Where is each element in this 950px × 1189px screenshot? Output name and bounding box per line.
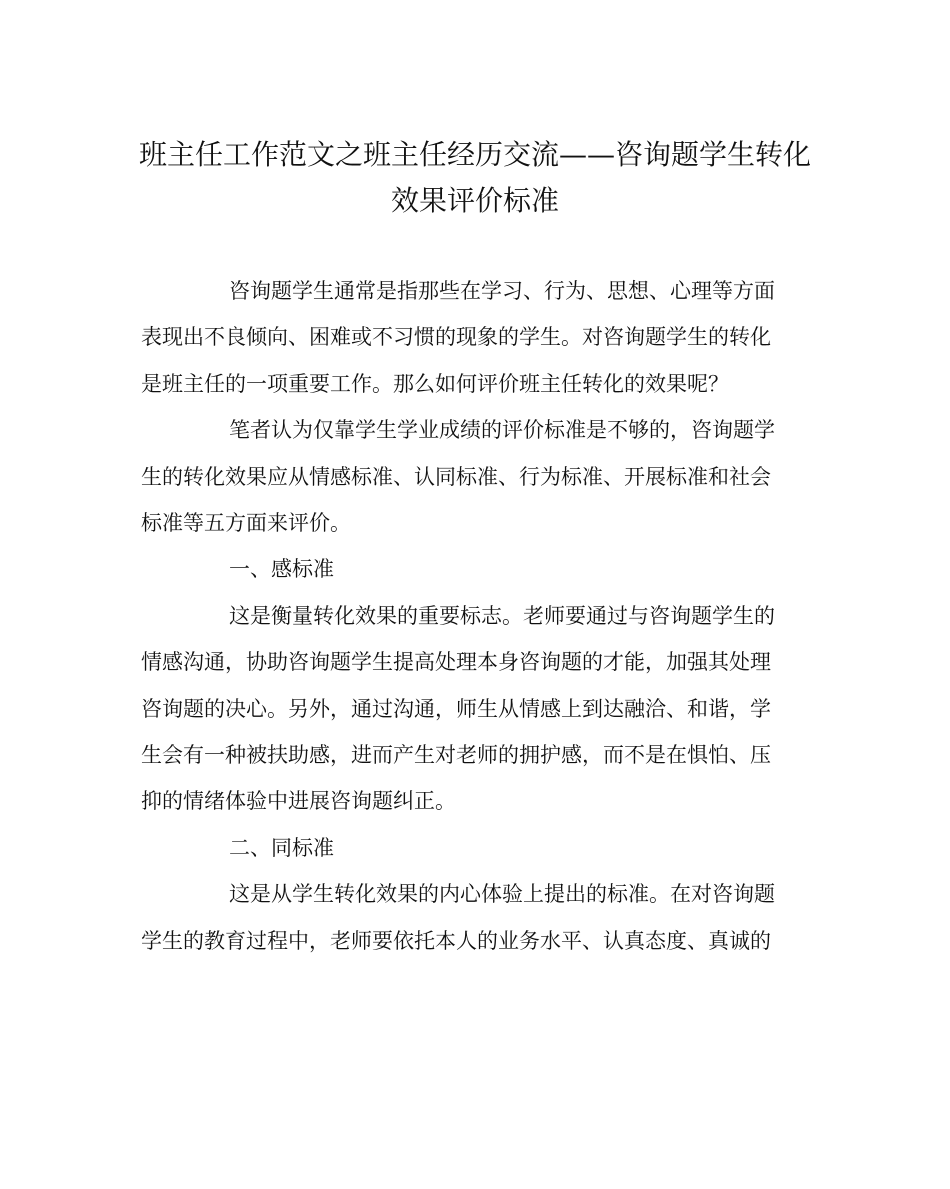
paragraph-recognition-standard [141, 871, 795, 964]
text-line: 笔者认为仅靠学生学业成绩的评价标准是不够的，咨询题学 [229, 418, 775, 443]
document-title [100, 132, 850, 224]
section-heading-2: 二、同标准 [229, 835, 334, 860]
paragraph-emotion-standard [141, 593, 795, 825]
text-line: 这是从学生转化效果的内心体验上提出的标准。在对咨询题 [229, 882, 775, 907]
text-line: 这是衡量转化效果的重要标志。老师要通过与咨询题学生的 [229, 603, 775, 628]
text-line: 情感沟通，协助咨询题学生提高处理本身咨询题的才能，加强其处理 [141, 650, 771, 675]
text-line: 咨询题的决心。另外，通过沟通，师生从情感上到达融洽、和谐，学 [141, 696, 771, 721]
paragraph-intro [141, 268, 795, 407]
text-line: 生的转化效果应从情感标准、认同标准、行为标准、开展标准和社会 [141, 464, 771, 489]
title-line-1: 班主任工作范文之班主任经历交流——咨询题学生转化 [138, 138, 811, 171]
text-line: 学生的教育过程中，老师要依托本人的业务水平、认真态度、真诚的 [141, 928, 771, 953]
text-line: 标准等五方面来评价。 [141, 511, 351, 536]
text-line: 是班主任的一项重要工作。那么如何评价班主任转化的效果呢？ [141, 371, 729, 396]
text-line: 抑的情绪体验中进展咨询题纠正。 [141, 789, 456, 814]
paragraph-standards-overview [141, 407, 795, 546]
document-body [141, 268, 795, 964]
text-line: 咨询题学生通常是指那些在学习、行为、思想、心理等方面 [229, 279, 775, 303]
text-line: 表现出不良倾向、困难或不习惯的现象的学生。对咨询题学生的转化 [141, 325, 771, 350]
text-line: 生会有一种被扶助感，进而产生对老师的拥护感，而不是在惧怕、压 [141, 743, 771, 768]
title-line-2: 效果评价标准 [390, 184, 559, 217]
section-heading-1: 一、感标准 [229, 557, 334, 582]
